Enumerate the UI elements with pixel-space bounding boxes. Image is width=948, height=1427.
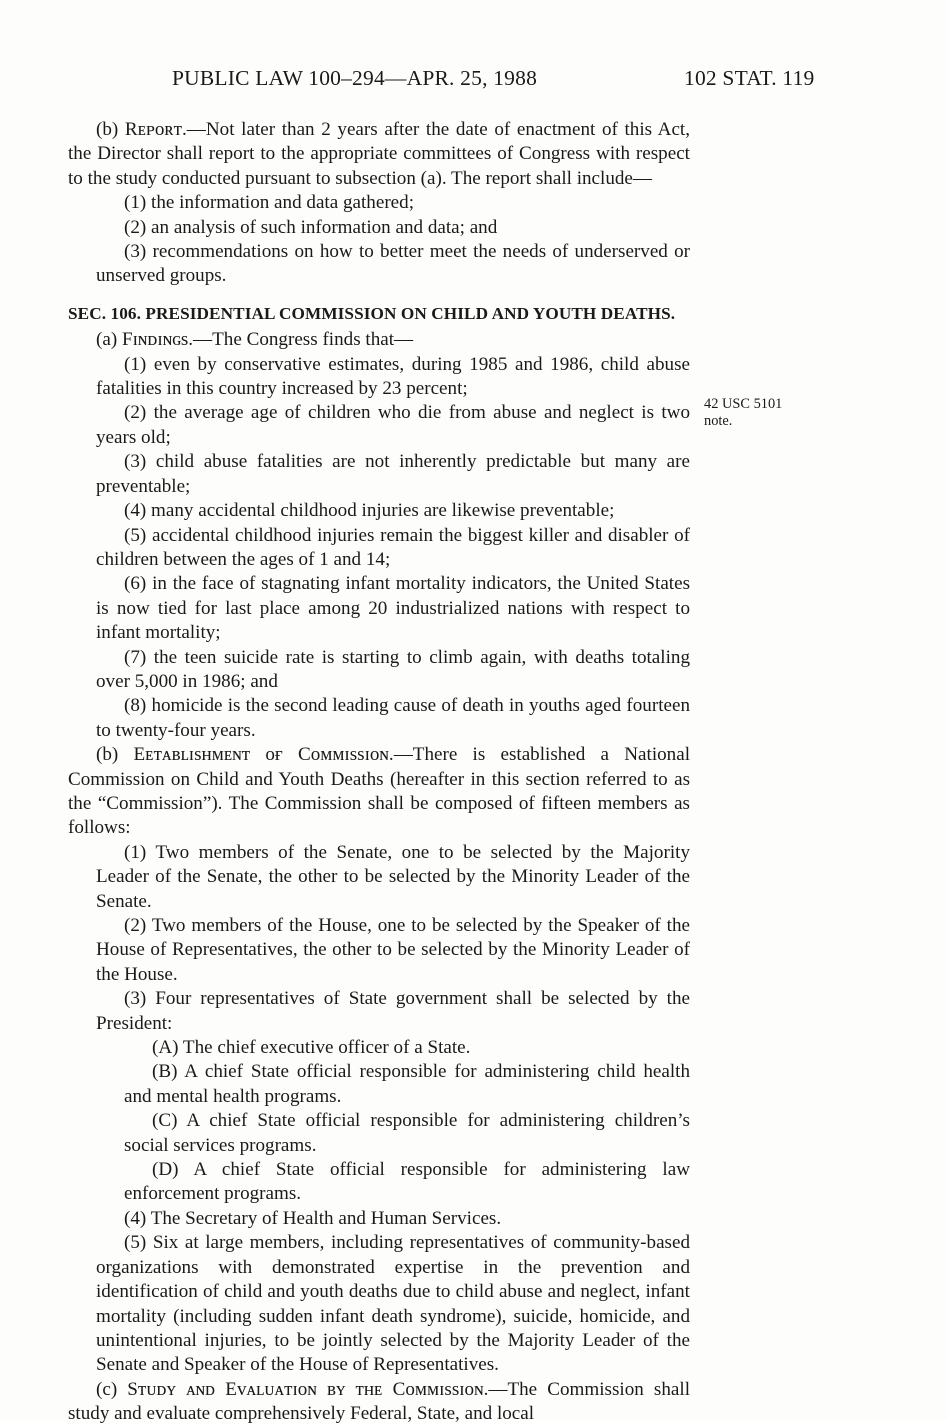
section-106-number: SEC. 106. bbox=[68, 303, 142, 323]
finding-8: (8) homicide is the second leading cause of death in youths aged fourteen to twenty-four years. bbox=[96, 695, 690, 741]
header-public-law: PUBLIC LAW 100–294—APR. 25, 1988 bbox=[172, 66, 538, 90]
finding-6: (6) in the face of stagnating infant mortality indicators, the United States is now tied for last place among 20 industrialized nations with respect to infant mortality; bbox=[96, 573, 690, 644]
state-rep-c: (C) A chief State official responsible for administering children’s social services programs. bbox=[124, 1110, 690, 1156]
establishment-lead: (b) Eᴇᴛᴀʙʟɪѕʜᴍᴇɴᴛ ᴏғ Cᴏᴍᴍɪѕѕɪᴏɴ.—There is established a National Commission on Child and Youth Deaths (hereafter in this section referred to as the “Commission”). The Commission shall be composed of fifteen members as follows: bbox=[68, 744, 690, 839]
margin-note-usc-citation bbox=[704, 396, 874, 430]
finding-1: (1) even by conservative estimates, during 1985 and 1986, child abuse fatalities in this country increased by 23 percent; bbox=[96, 353, 690, 400]
report-item-2: (2) an analysis of such information and data; and bbox=[124, 216, 498, 238]
subsection-b-report: (b) Rᴇᴘᴏʀᴛ.—Not later than 2 years after the date of enactment of this Act, the Director shall report to the appropriate committees of Congress with respect to the study conducted pursuant to subsection (a). The report shall include— bbox=[68, 119, 690, 189]
study-evaluation-lead: (c) Sᴛᴜᴅʏ ᴀɴᴅ Eᴠᴀʟᴜᴀᴛɪᴏɴ ʙʏ ᴛʜᴇ Cᴏᴍᴍɪѕѕɪᴏɴ.—The Commission shall study and evaluate comprehensively Federal, State, and local bbox=[68, 1378, 690, 1425]
member-item-5: (5) Six at large members, including representatives of community-based organizations with demonstrated expertise in the prevention and identification of child and youth deaths due to child abuse and neglect, infant mortality (including sudden infant death syndrome), suicide, homicide, and unintentional injuries, to be jointly selected by the Majority Leader of the Senate and Speaker of the House of Representatives. bbox=[96, 1232, 690, 1376]
report-item-3: (3) recommendations on how to better meet the needs of underserved or unserved groups. bbox=[96, 241, 690, 287]
state-rep-d: (D) A chief State official responsible for administering law enforcement programs. bbox=[124, 1159, 690, 1205]
member-item-1: (1) Two members of the Senate, one to be selected by the Majority Leader of the Senate, the other to be selected by the Minority Leader of the Senate. bbox=[96, 841, 690, 912]
finding-4: (4) many accidental childhood injuries are likewise preventable; bbox=[124, 500, 615, 522]
state-rep-a: (A) The chief executive officer of a State. bbox=[152, 1037, 471, 1059]
finding-5: (5) accidental childhood injuries remain the biggest killer and disabler of children between the ages of 1 and 14; bbox=[96, 524, 690, 570]
state-rep-b: (B) A chief State official responsible for administering child health and mental health programs. bbox=[124, 1061, 690, 1107]
section-106-title: PRESIDENTIAL COMMISSION ON CHILD AND YOUTH DEATHS. bbox=[145, 303, 676, 323]
page-header bbox=[0, 66, 948, 92]
member-item-2: (2) Two members of the House, one to be selected by the Speaker of the House of Representatives, the other to be selected by the Minority Leader of the House. bbox=[96, 915, 690, 985]
member-item-4: (4) The Secretary of Health and Human Services. bbox=[124, 1207, 502, 1229]
body-column bbox=[68, 118, 690, 1427]
section-106-heading bbox=[68, 302, 690, 326]
margin-note-line-1: 42 USC 5101 bbox=[704, 396, 783, 412]
finding-7: (7) the teen suicide rate is starting to climb again, with deaths totaling over 5,000 in 1986; and bbox=[96, 646, 690, 692]
report-item-1: (1) the information and data gathered; bbox=[124, 192, 415, 214]
header-statute-citation: 102 STAT. 119 bbox=[684, 66, 815, 90]
member-item-3: (3) Four representatives of State government shall be selected by the President: bbox=[96, 988, 690, 1034]
findings-lead: (a) Fɪɴᴅɪɴɢs.—The Congress finds that— bbox=[96, 329, 414, 351]
finding-3: (3) child abuse fatalities are not inherently predictable but many are preventable; bbox=[96, 451, 690, 497]
finding-2: (2) the average age of children who die from abuse and neglect is two years old; bbox=[96, 402, 690, 448]
margin-note-line-2: note. bbox=[704, 413, 733, 429]
